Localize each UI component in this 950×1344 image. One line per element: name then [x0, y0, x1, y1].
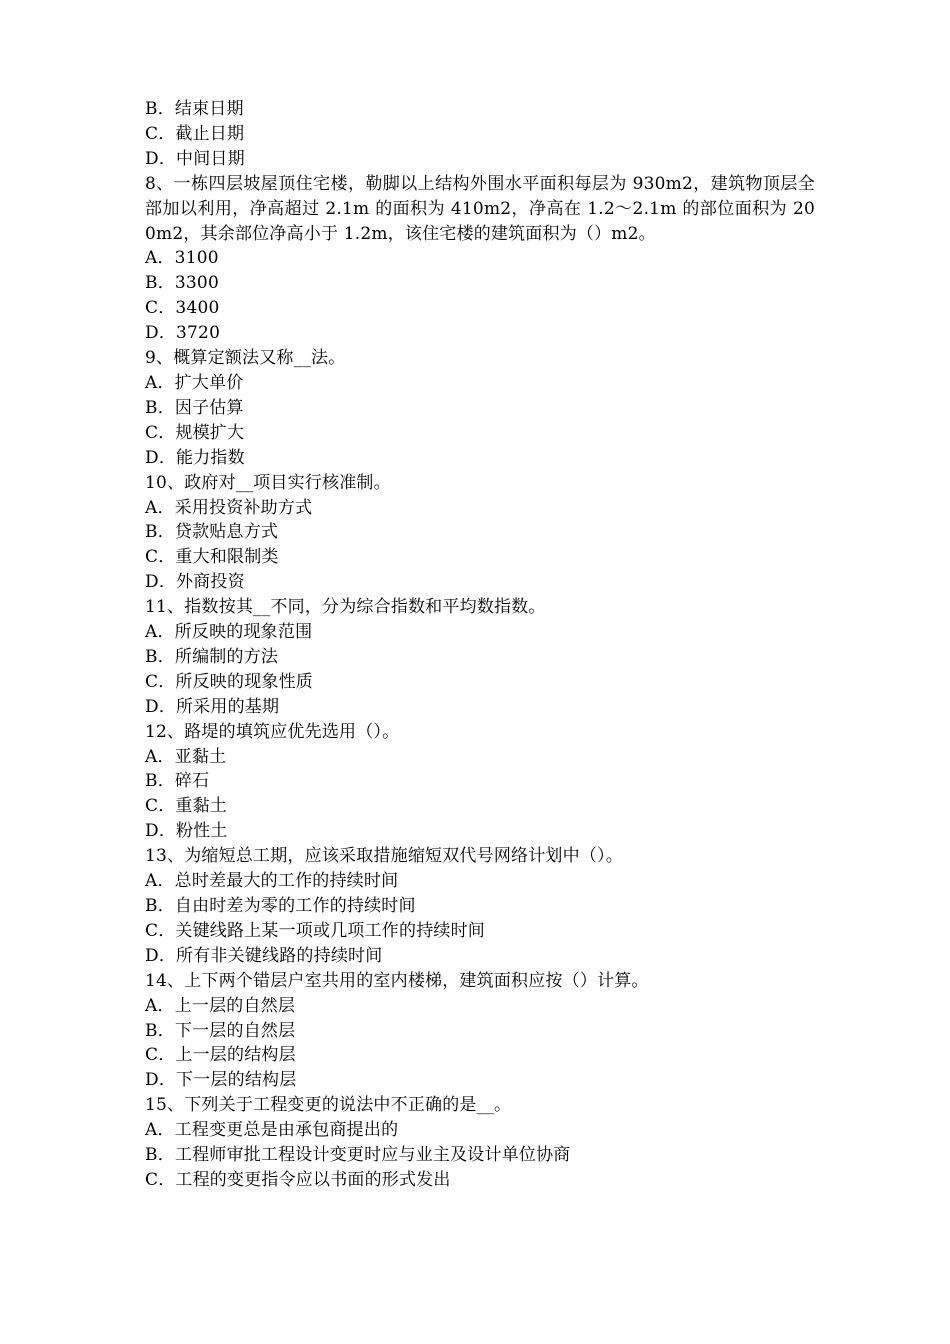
option-line: B．下一层的自然层 — [145, 1020, 296, 1041]
option-line: B．工程师审批工程设计变更时应与业主及设计单位协商 — [145, 1145, 571, 1166]
option-line: A．3100 — [145, 248, 219, 269]
option-line: C．工程的变更指令应以书面的形式发出 — [145, 1169, 451, 1190]
option-line: B．结束日期 — [145, 99, 244, 119]
option-line: C．规模扩大 — [145, 422, 245, 443]
option-line: D．外商投资 — [145, 572, 245, 593]
question-14 — [145, 969, 815, 1094]
question-text: 14、上下两个错层户室共用的室内楼梯，建筑面积应按（）计算。 — [145, 970, 649, 991]
question-8 — [145, 172, 815, 346]
option-line: D．中间日期 — [145, 148, 245, 169]
option-line: D．下一层的结构层 — [145, 1070, 297, 1091]
option-line: A．上一层的自然层 — [145, 995, 296, 1016]
option-line: A．所反映的现象范围 — [145, 622, 313, 643]
question-text: 8、一栋四层坡屋顶住宅楼，勒脚以上结构外围水平面积每层为 930m2，建筑物顶层全部加以利用，净高超过 2.1m 的面积为 410m2，净高在 1.2～2.1m 的部位面积为 200m2，其余部位净高小于 1.2m，该住宅楼的建筑面积为（）m2。 — [145, 173, 815, 244]
option-line: A．工程变更总是由承包商提出的 — [145, 1120, 399, 1141]
option-line: C．重黏土 — [145, 796, 228, 817]
question-15 — [145, 1093, 815, 1193]
option-line: B．所编制的方法 — [145, 646, 279, 667]
option-line: A．亚黏土 — [145, 746, 227, 767]
question-text: 13、为缩短总工期，应该采取措施缩短双代号网络计划中（）。 — [145, 846, 623, 867]
document-body — [145, 97, 815, 1193]
option-line: D．所有非关键线路的持续时间 — [145, 945, 383, 966]
option-line: B．因子估算 — [145, 397, 244, 418]
question-13 — [145, 844, 815, 969]
option-line: C．所反映的现象性质 — [145, 671, 314, 692]
question-10 — [145, 471, 815, 596]
question-text: 10、政府对__项目实行核准制。 — [145, 472, 391, 493]
option-line: C．截止日期 — [145, 123, 245, 144]
option-line: B．自由时差为零的工作的持续时间 — [145, 896, 416, 916]
option-line: B．3300 — [145, 273, 219, 294]
question-9 — [145, 346, 815, 471]
option-line: B．贷款贴息方式 — [145, 522, 279, 543]
option-line: B．碎石 — [145, 771, 210, 792]
option-line: D．3720 — [145, 323, 221, 344]
option-line: D．所采用的基期 — [145, 696, 280, 717]
question-12 — [145, 720, 815, 845]
option-line: C．关键线路上某一项或几项工作的持续时间 — [145, 920, 486, 941]
option-line: D．能力指数 — [145, 447, 245, 468]
question-text: 11、指数按其__不同，分为综合指数和平均数指数。 — [145, 597, 546, 618]
option-line: C．重大和限制类 — [145, 547, 279, 568]
question-text: 12、路堤的填筑应优先选用（）。 — [145, 721, 400, 742]
option-line: C．3400 — [145, 298, 220, 319]
question-text: 9、概算定额法又称__法。 — [145, 348, 346, 369]
question-11 — [145, 595, 815, 720]
option-line: C．上一层的结构层 — [145, 1045, 296, 1066]
option-line: A．总时差最大的工作的持续时间 — [145, 871, 399, 892]
option-line: D．粉性土 — [145, 821, 228, 842]
question-text: 15、下列关于工程变更的说法中不正确的是__。 — [145, 1095, 512, 1116]
option-line: A．采用投资补助方式 — [145, 497, 313, 518]
option-line: A．扩大单价 — [145, 372, 244, 393]
